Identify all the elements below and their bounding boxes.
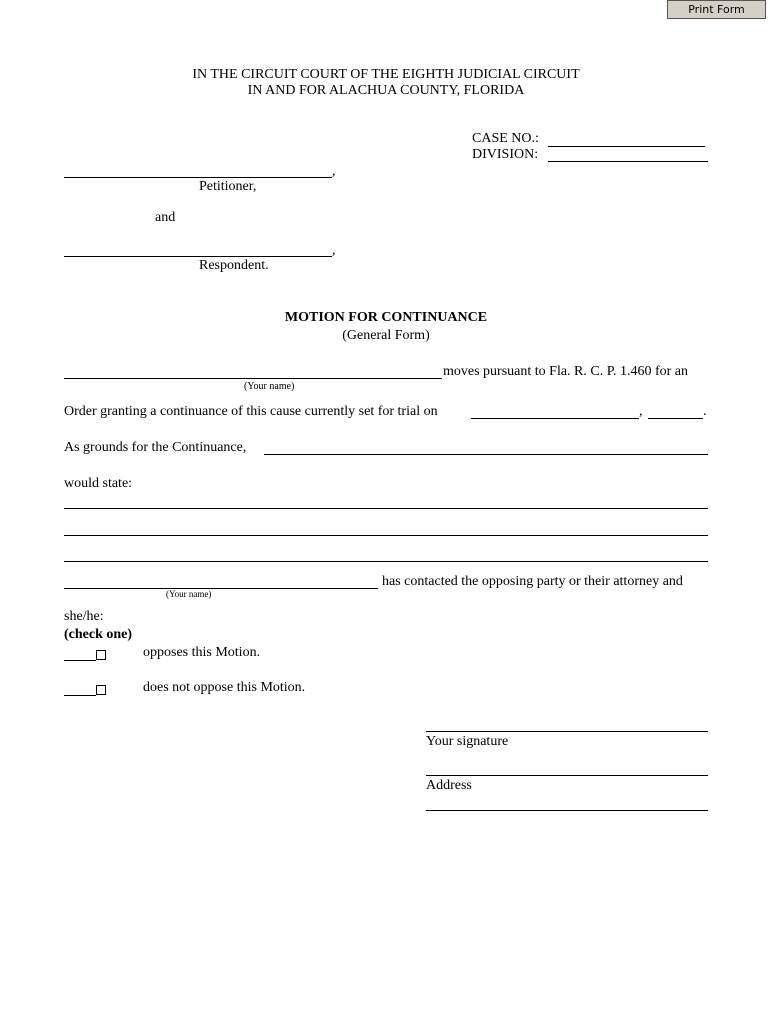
respondent-comma: , bbox=[332, 243, 336, 258]
not-oppose-checkbox[interactable] bbox=[96, 685, 106, 695]
grounds-text: As grounds for the Continuance, bbox=[64, 440, 247, 455]
grounds-line-2[interactable] bbox=[64, 535, 708, 536]
case-no-label: CASE NO.: bbox=[472, 131, 539, 146]
address-field-1[interactable] bbox=[426, 775, 708, 776]
contact-name-field[interactable] bbox=[64, 588, 378, 589]
address-label: Address bbox=[426, 778, 472, 793]
respondent-label: Respondent. bbox=[199, 258, 269, 273]
would-state-text: would state: bbox=[64, 476, 133, 491]
trial-date-field[interactable] bbox=[471, 418, 639, 419]
division-label: DIVISION: bbox=[472, 147, 539, 162]
trial-year-field[interactable] bbox=[648, 418, 703, 419]
petitioner-label: Petitioner, bbox=[199, 179, 257, 194]
check-one-label: (check one) bbox=[64, 627, 133, 642]
grounds-line-3[interactable] bbox=[64, 561, 708, 562]
shehe-label: she/he: bbox=[64, 609, 104, 624]
opposes-line bbox=[64, 660, 96, 661]
grounds-field[interactable] bbox=[264, 454, 708, 455]
court-heading-line2: IN AND FOR ALACHUA COUNTY, FLORIDA bbox=[247, 83, 525, 98]
court-heading-line1: IN THE CIRCUIT COURT OF THE EIGHTH JUDICIAL CIRCUIT bbox=[192, 67, 580, 82]
case-no-field[interactable] bbox=[548, 146, 705, 147]
signature-field[interactable] bbox=[426, 731, 708, 732]
trial-date-period: . bbox=[703, 404, 707, 419]
grounds-line-1[interactable] bbox=[64, 508, 708, 509]
your-name-hint-2: (Your name) bbox=[166, 589, 212, 599]
contacted-text: has contacted the opposing party or their attorney and bbox=[382, 574, 683, 589]
moves-text: moves pursuant to Fla. R. C. P. 1.460 for an bbox=[443, 364, 688, 379]
trial-date-comma: , bbox=[639, 404, 643, 419]
petitioner-name-field[interactable] bbox=[64, 177, 332, 178]
not-oppose-line bbox=[64, 695, 96, 696]
print-form-button[interactable]: Print Form bbox=[667, 0, 766, 19]
your-name-field[interactable] bbox=[64, 378, 442, 379]
document-title: MOTION FOR CONTINUANCE bbox=[284, 310, 488, 325]
document-subtitle: (General Form) bbox=[342, 328, 430, 343]
petitioner-comma: , bbox=[332, 164, 336, 179]
respondent-name-field[interactable] bbox=[64, 256, 332, 257]
not-oppose-label: does not oppose this Motion. bbox=[143, 680, 306, 695]
and-label: and bbox=[155, 210, 176, 225]
opposes-checkbox[interactable] bbox=[96, 650, 106, 660]
your-name-hint: (Your name) bbox=[244, 381, 295, 392]
opposes-label: opposes this Motion. bbox=[143, 645, 261, 660]
order-text: Order granting a continuance of this cause currently set for trial on bbox=[64, 404, 438, 419]
address-field-2[interactable] bbox=[426, 810, 708, 811]
signature-label: Your signature bbox=[426, 734, 509, 749]
division-field[interactable] bbox=[548, 161, 708, 162]
